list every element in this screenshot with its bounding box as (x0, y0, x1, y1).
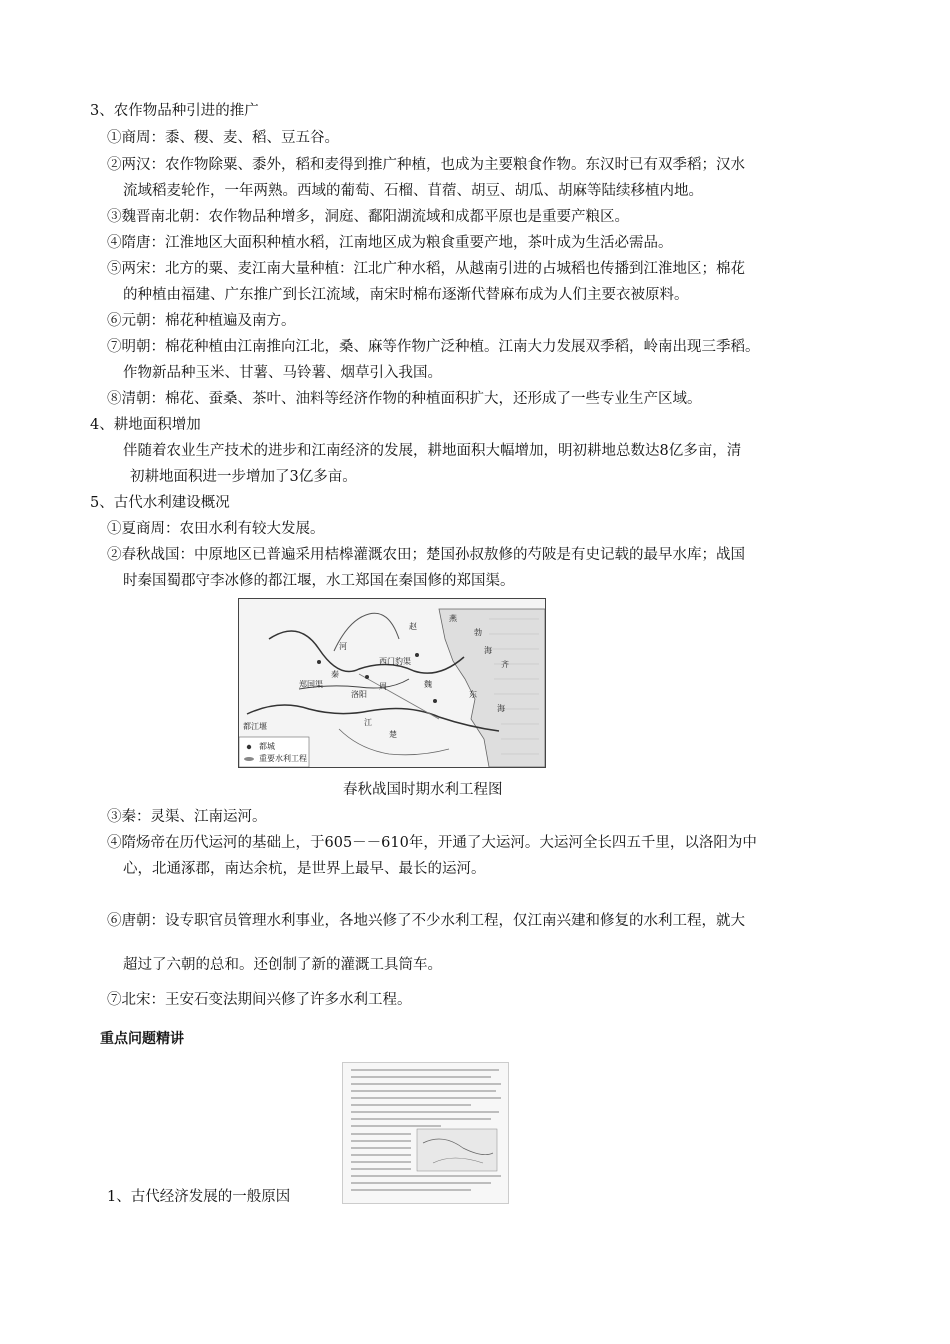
focus-heading: 重点问题精讲 (100, 1031, 184, 1047)
section-4-title: 4、耕地面积增加 (90, 417, 201, 433)
section-3-title: 3、农作物品种引进的推广 (90, 103, 259, 119)
map-label: 魏 (424, 680, 432, 689)
list-item: ①商周：黍、稷、麦、稻、豆五谷。 (107, 130, 339, 146)
paragraph: 伴随着农业生产技术的进步和江南经济的发展，耕地面积大幅增加，明初耕地总数达8亿多亩，清 (123, 443, 742, 459)
map-label: 东 (469, 690, 477, 699)
list-item: ②春秋战国：中原地区已普遍采用桔槔灌溉农田；楚国孙叔敖修的芍陂是有史记载的最早水库；战国 (107, 547, 745, 563)
map-drawing (239, 599, 545, 767)
map-label: 齐 (501, 660, 509, 669)
section-5-title: 5、古代水利建设概况 (90, 495, 230, 511)
list-item: ⑥唐朝：设专职官员管理水利事业，各地兴修了不少水利工程，仅江南兴建和修复的水利工程，就大 (107, 913, 745, 929)
map-legend-project: 重要水利工程 (259, 754, 307, 763)
list-item: ①夏商周：农田水利有较大发展。 (107, 521, 325, 537)
list-item: ⑦明朝：棉花种植由江南推向江北，桑、麻等作物广泛种植。江南大力发展双季稻，岭南出现三季稻。 (107, 339, 760, 355)
list-item-continued: 超过了六朝的总和。还创制了新的灌溉工具筒车。 (123, 957, 442, 973)
map-label: 郑国渠 (299, 680, 323, 689)
list-item: ③魏晋南北朝：农作物品种增多，洞庭、鄱阳湖流域和成都平原也是重要产粮区。 (107, 209, 629, 225)
list-item: ④隋唐：江淮地区大面积种植水稻，江南地区成为粮食重要产地，茶叶成为生活必需品。 (107, 235, 673, 251)
map-label: 洛阳 (351, 690, 367, 699)
map-label: 勃 (474, 628, 482, 637)
list-item: ⑥元朝：棉花种植遍及南方。 (107, 313, 296, 329)
map-label: 海 (484, 646, 492, 655)
list-item-continued: 的种植由福建、广东推广到长江流域，南宋时棉布逐渐代替麻布成为人们主要衣被原料。 (123, 287, 689, 303)
list-item-continued: 时秦国蜀郡守李冰修的都江堰，水工郑国在秦国修的郑国渠。 (123, 573, 515, 589)
list-item: ⑧清朝：棉花、蚕桑、茶叶、油料等经济作物的种植面积扩大，还形成了一些专业生产区域。 (107, 391, 702, 407)
map-caption: 春秋战国时期水利工程图 (343, 782, 503, 798)
map-label: 周 (379, 682, 387, 691)
map-label: 西门豹渠 (379, 657, 411, 666)
map-legend-capital: 都城 (259, 742, 275, 751)
list-item: ③秦：灵渠、江南运河。 (107, 809, 267, 825)
list-item-continued: 作物新品种玉米、甘薯、马铃薯、烟草引入我国。 (123, 365, 442, 381)
map-label: 都江堰 (243, 722, 267, 731)
focus-subheading-1: 1、古代经济发展的一般原因 (107, 1189, 291, 1205)
paragraph-continued: 初耕地面积进一步增加了3亿多亩。 (130, 469, 357, 485)
thumbnail-drawing (343, 1063, 508, 1203)
list-item: ⑦北宋：王安石变法期间兴修了许多水利工程。 (107, 992, 412, 1008)
map-label: 秦 (331, 670, 339, 679)
list-item: ②两汉：农作物除粟、黍外，稻和麦得到推广种植，也成为主要粮食作物。东汉时已有双季稻；汉水 (107, 157, 745, 173)
list-item: ④隋炀帝在历代运河的基础上，于605－－610年，开通了大运河。大运河全长四五千里，以洛阳为中 (107, 835, 757, 851)
map-label: 河 (339, 642, 347, 651)
list-item: ⑤两宋：北方的粟、麦江南大量种植：江北广种水稻，从越南引进的占城稻也传播到江淮地区；棉花 (107, 261, 745, 277)
map-label: 海 (497, 704, 505, 713)
water-projects-map (238, 598, 546, 768)
map-label: 楚 (389, 730, 397, 739)
map-label: 赵 (409, 622, 417, 631)
map-label: 江 (364, 718, 372, 727)
map-label: 燕 (449, 614, 457, 623)
list-item-continued: 心，北通涿郡，南达余杭，是世界上最早、最长的运河。 (123, 861, 486, 877)
scanned-page-thumbnail (342, 1062, 509, 1204)
list-item-continued: 流域稻麦轮作，一年两熟。西域的葡萄、石榴、苜蓿、胡豆、胡瓜、胡麻等陆续移植内地。 (123, 183, 703, 199)
